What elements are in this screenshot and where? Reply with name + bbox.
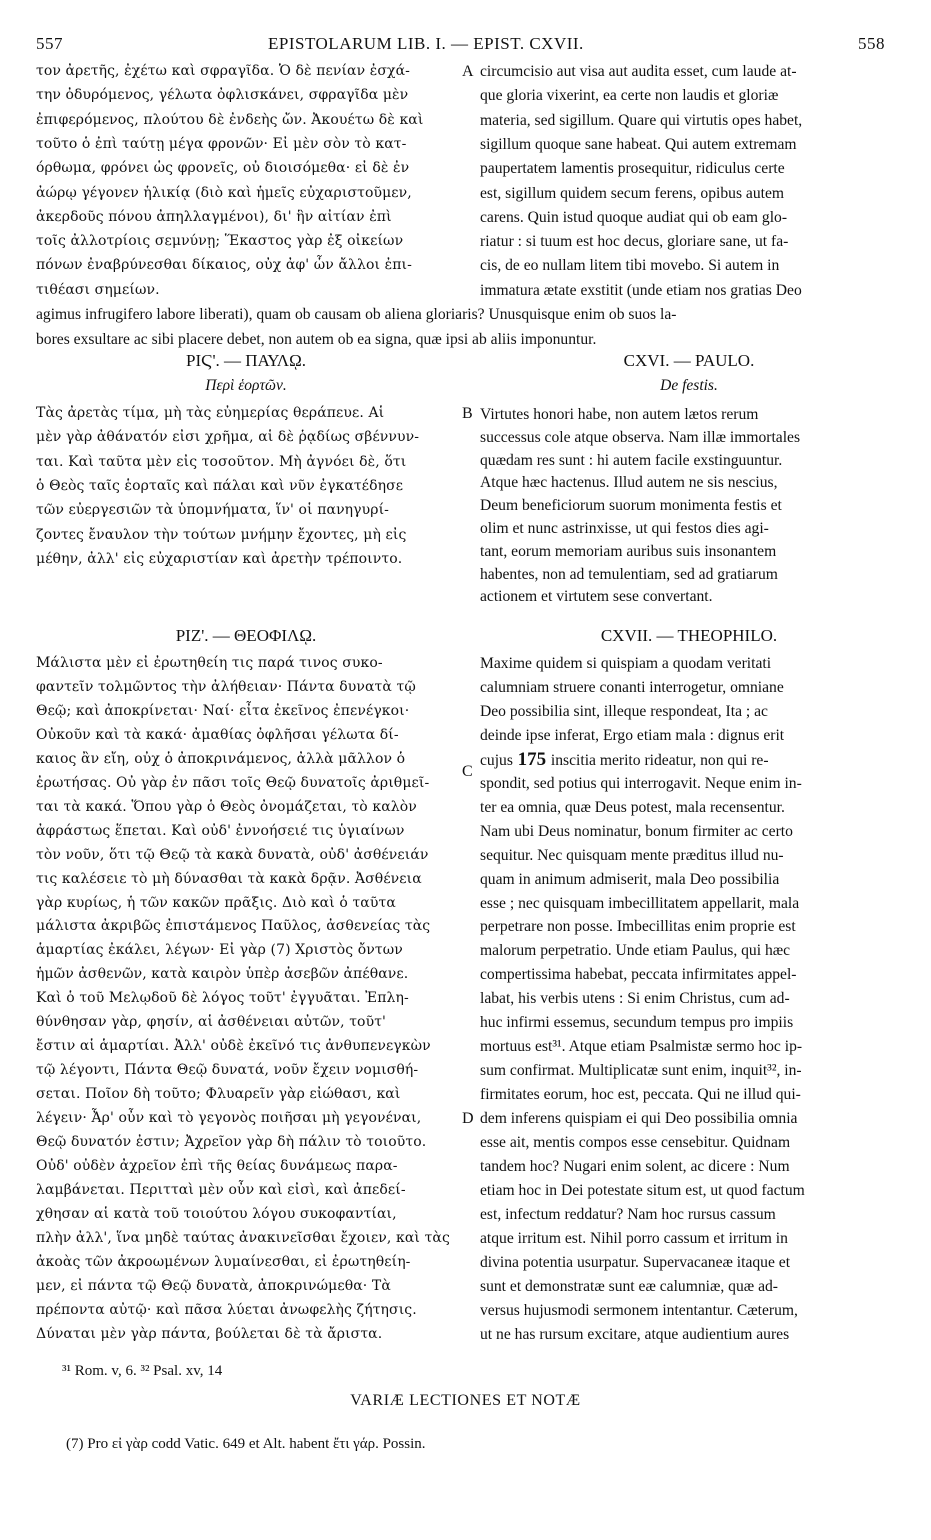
text-line: καιος ἂν εἴη, οὐχ ὁ ἀποκρινάμενος, ἀλλὰ μᾶλλον ὁ	[36, 750, 406, 767]
text-line: ἀώρῳ γέγονεν ἡλικίᾳ (διὸ καὶ ἡμεῖς εὐχαριστοῦμεν,	[36, 184, 412, 201]
text-line: carens. Quin istud quoque audiat qui ob eam glo-	[480, 208, 788, 226]
text-line: calumniam struere conanti interrogetur, omniane	[480, 678, 784, 696]
text-line: riatur : si tuum est hoc decus, gloriare sane, ut fa-	[480, 233, 789, 251]
footnotes: ³¹ Rom. v, 6. ³² Psal. xv, 14	[62, 1363, 223, 1379]
text-line: πρέποντα αὐτῷ· καὶ πᾶσα λύεται ἀνωφελὴς ζήτησις.	[36, 1301, 417, 1318]
text-line: μάλιστα ἀκριβῶς ἐπιστάμενος Παῦλος, ἀσθενείας τὰς	[36, 918, 431, 935]
text-line: Nam ubi Deus nominatur, bonum firmiter ac certo	[480, 822, 793, 840]
text-line: τον ἀρετῆς, ἐχέτω καὶ σφραγῖδα. Ὁ δὲ πενίαν ἐσχά-	[36, 63, 411, 79]
text-line: τὸν νοῦν, ὅτι τῷ Θεῷ τὰ κακὰ δυνατὰ, οὐδ' ἀσθένειάν	[36, 846, 429, 863]
text-line: dem inferens quispiam ei qui Deo possibilia omnia	[480, 1110, 798, 1128]
text-line: Μάλιστα μὲν εἰ ἐρωτηθείη τις παρά τινος συκο-	[36, 655, 383, 671]
ep116-greek-title: ΡΙϚ'. — ΠΑΥΛῼ.	[186, 351, 306, 370]
text-line: την ὀδυρόμενος, γέλωτα ὀφλισκάνει, σφραγῖδα μὲν	[36, 87, 409, 104]
text-line: τις καλέσειε τὸ μὴ δύνασθαι τὰ κακὰ δρᾷν. Ἀσθένεια	[36, 870, 422, 887]
text-line: Atque hæc hactenus. Illud autem ne sis nescius,	[480, 474, 778, 492]
text-line: λέγειν· Ἆρ' οὖν καὶ τὸ γεγονὸς ποιῆσαι μὴ γεγονέναι,	[36, 1110, 422, 1127]
text-line: que gloria vixerint, ea certe non laudis et gloriæ	[480, 87, 779, 105]
text-line: ζοντες ἔναυλον τὴν τούτων μνήμην ἔχοντες, μὴ εἰς	[36, 526, 407, 543]
text-line: ται τὰ κακά. Ὅπου γὰρ ὁ Θεὸς ὀνομάζεται, τὸ καλὸν	[36, 798, 417, 815]
text-line: compertissima habebat, peccata infirmitates appel-	[480, 966, 797, 984]
text-line: labat, his verbis utens : Si enim Christus, cum ad-	[480, 990, 790, 1008]
text-line: ται. Καὶ ταῦτα μὲν εἰς τοσοῦτον. Μὴ ἀγνόει δὲ, ὅτι	[36, 453, 407, 470]
text-line: Deum beneficiorum suorum monimenta festis et	[480, 497, 782, 515]
text-line: φαντεῖν τολμῶντος τὴν ἀλήθειαν· Πάντα δυνατὰ τῷ	[36, 678, 416, 695]
text-line: ἔστιν αἱ ἁμαρτίαι. Ἀλλ' οὐδὲ ἐκεῖνό τις ἀνθυπενεγκὼν	[36, 1038, 431, 1055]
text-line: πόνων ἐναβρύνεσθαι δίκαιος, οὐχ ἀφ' ὧν ἄλλοι ἐπι-	[36, 257, 412, 274]
text-line: quam in animum admiserit, mala Deo possibilia	[480, 870, 780, 888]
text-line: tandem hoc? Nugari enim solent, ac dicere : Num	[480, 1157, 790, 1175]
text-line: agimus infrugifero labore liberati), quam ob causam ob aliena gloriaris? Unusquisque enim ob suos la-	[36, 306, 677, 323]
text-line	[480, 750, 900, 770]
text-line: ut ne has rursum excitare, atque audientium aures	[480, 1325, 790, 1343]
text-line: olim et nunc astrinxisse, ut qui festos dies agi-	[480, 520, 769, 537]
ep117-greek-title: ΡΙΖ'. — ΘΕΟΦΙΛῼ.	[175, 626, 317, 645]
text-line: immatura ætate exstitit (unde etiam nos gratias Deo	[480, 281, 802, 299]
text-line: πλὴν ἀλλ', ἵνα μηδὲ ταύτας ἀνακινεῖσθαι ἔχοιεν, καὶ τὰς	[36, 1229, 450, 1246]
text-line: μέθην, ἀλλ' εἰς εὐχαριστίαν καὶ ἀρετὴν τρέποιντο.	[36, 550, 403, 567]
text-line: habentes, non ad temulentiam, sed ad gratiarum	[480, 565, 778, 583]
text-line: bores exsultare ac sibi placere debet, non autem ob ea signa, quæ ipsi ab aliis imponuntur.	[36, 330, 597, 348]
text-line: Maxime quidem si quispiam a quodam veritati	[480, 655, 772, 672]
text-line: ἀφράστως ἕπεται. Καὶ οὐδ' ἐννοήσειέ τις ὑγιαίνων	[36, 822, 405, 839]
text-line: actionem et virtutem sese convertant.	[480, 588, 713, 606]
text-line: τοῦτο ὁ ἐπὶ ταύτῃ μέγα φρονῶν· Εἰ μὲν σὸν τὸ κατ-	[36, 135, 407, 152]
text-line: sunt et demonstratæ sunt eæ calumniæ, quæ ad-	[480, 1277, 778, 1295]
text-line: όρθωμα, φρόνει ὡς φρονεῖς, οὐ διοισόμεθα· εἰ δὲ ἐν	[36, 160, 410, 177]
text-line: χθησαν αἱ κατὰ τοῦ τοιούτου λόγου συκοφαντίαι,	[36, 1205, 397, 1222]
text-line: est, infectum reddatur? Nam hoc rursus cassum	[480, 1205, 776, 1223]
margin-letter-b: B	[462, 405, 473, 422]
text-line: sequitur. Nec quisquam mente præditus illud nu-	[480, 846, 784, 864]
text-line: σεται. Ποῖον δὴ τοῦτο; Φλυαρεῖν γὰρ εἰώθασι, καὶ	[36, 1086, 401, 1103]
margin-letter-a: A	[462, 63, 474, 80]
text-line: circumcisio aut visa aut audita esset, cum laude at-	[480, 63, 797, 80]
text-line: tant, eorum memoriam auribus suis insonantem	[480, 542, 777, 560]
text-line: materia, sed sigillum. Quare qui virtutis opes habet,	[480, 111, 803, 129]
text-line: perpetrare non posse. Imbecillitas enim proprie est	[480, 918, 796, 936]
text-line: spondit, sed potius qui interrogavit. Neque enim in-	[480, 774, 802, 792]
text-fragment: cujus	[480, 751, 513, 769]
text-line: divina potentia usurpatur. Supervacaneæ itaque et	[480, 1253, 791, 1271]
text-line: quædam res sunt : hi autem facile exstinguuntur.	[480, 451, 783, 469]
ep116-greek-subtitle: Περὶ ἑορτῶν.	[205, 377, 287, 394]
ep117-latin-title: CXVII. — THEOPHILO.	[600, 626, 778, 645]
text-line: atque irritum est. Nihil porro cassum et irritum in	[480, 1229, 788, 1247]
text-line: γὰρ κυρίως, ἡ τῶν κακῶν πρᾶξις. Διὸ καὶ ὁ ταῦτα	[36, 894, 396, 911]
text-line: ter ea omnia, quæ Deus potest, mala recensentur.	[480, 798, 785, 816]
text-line: est, sigillum quidem secum ferens, opibus autem	[480, 184, 785, 202]
page-number-left: 557	[36, 34, 63, 53]
text-line: τοῖς ἀλλοτρίοις σεμνύνῃ; Ἕκαστος γὰρ ἐξ οἰκείων	[36, 233, 404, 250]
text-line: θύνθησαν γὰρ, φησίν, αἱ ἀσθένειαι αὐτῶν, τοῦτ'	[36, 1014, 386, 1031]
variae-title: VARIÆ LECTIONES ET NOTÆ	[350, 1392, 581, 1409]
text-line: ὁ Θεὸς ταῖς ἑορταῖς καὶ πάλαι καὶ νῦν ἐγκατέδησε	[36, 477, 404, 494]
text-line: ἀκοὰς τῶν ἀκροωμένων λυμαίνεσθαι, εἰ ἐρωτηθείη-	[36, 1253, 411, 1270]
text-line: sum confirmat. Multiplicatæ sunt enim, inquit³², in-	[480, 1062, 802, 1080]
text-line: λαμβάνεται. Περιτταὶ μὲν οὖν καὶ εἰσὶ, καὶ ἀπεδεί-	[36, 1181, 406, 1198]
margin-letter-d: D	[462, 1110, 474, 1127]
text-line: Οὐκοῦν καὶ τὰ κακά· ἀμαθίας ὀφλῆσαι γέλωτα δί-	[36, 726, 399, 743]
column-number: 175	[512, 748, 551, 770]
text-line: mortuus est³¹. Atque etiam Psalmistæ sermo hoc ip-	[480, 1038, 803, 1056]
text-line: τιθέασι σημείων.	[36, 281, 160, 298]
ep116-latin-subtitle: De festis.	[660, 377, 718, 394]
text-line: τῷ λέγοντι, Πάντα Θεῷ δυνατά, νοῦν ἔχειν νομισθή-	[36, 1062, 419, 1079]
text-line: deinde ipse inferat, Ergo etiam mala : dignus erit	[480, 726, 785, 744]
text-line: firmitates eorum, hoc est, peccata. Qui ne illud qui-	[480, 1086, 801, 1104]
page-number-right: 558	[858, 34, 885, 53]
text-line: huc infirmi essemus, secundum tempus pro impiis	[480, 1014, 794, 1032]
text-line: paupertatem lamentis prosequitur, ridiculus certe	[480, 160, 785, 178]
text-line: Τὰς ἀρετὰς τίμα, μὴ τὰς εὐημερίας θεράπευε. Αἱ	[36, 405, 385, 421]
text-line: malorum perpetratio. Unde etiam Paulus, qui hæc	[480, 942, 791, 960]
margin-letter-c: C	[462, 763, 473, 780]
text-line: Deo possibilia sint, illeque respondeat, Ita ; ac	[480, 702, 768, 720]
variae-note: (7) Pro εἰ γὰρ codd Vatic. 649 et Alt. habent ἔτι γάρ. Possin.	[66, 1436, 426, 1452]
text-line: etiam hoc in Dei potestate situm est, ut quod factum	[480, 1181, 805, 1199]
text-line: Virtutes honori habe, non autem lætos rerum	[480, 406, 759, 423]
text-line: ἐρωτήσας. Οὐ γὰρ ἐν πᾶσι τοῖς Θεῷ δυνατοῖς ἀριθμεῖ-	[36, 774, 430, 791]
text-line: sigillum quoque sane habeat. Qui autem extremam	[480, 135, 797, 153]
text-line: versus hujusmodi sermonem intentantur. Cæterum,	[480, 1301, 798, 1319]
text-line: Δύναται μὲν γὰρ πάντα, βούλεται δὲ τὰ ἄριστα.	[36, 1325, 383, 1342]
text-line: ἁμαρτίας ἐκάλει, λέγων· Εἰ γὰρ (7) Χριστὸς ὄντων	[36, 942, 403, 959]
text-line: Καὶ ὁ τοῦ Μελῳδοῦ δὲ λόγος τοῦτ' ἐγγυᾶται. Ἐπλη-	[36, 990, 409, 1007]
text-fragment: inscitia merito rideatur, non qui re-	[550, 751, 769, 769]
text-line: Θεῷ; καὶ ἀποκρίνεται· Ναί· εἶτα ἐκεῖνος ἐπενέγκοι·	[36, 702, 410, 719]
text-line: ἡμῶν ἀσθενῶν, κατὰ καιρὸν ὑπὲρ ἀσεβῶν ἀπέθανε.	[36, 966, 409, 983]
text-line: Θεῷ δυνατόν ἐστιν; Ἀχρεῖον γὰρ δὴ πάλιν τὸ τοιοῦτο.	[36, 1134, 427, 1150]
text-line: Οὐδ' οὐδὲν ἀχρεῖον ἐπὶ τῆς θείας δυνάμεως παρα-	[36, 1157, 398, 1174]
text-line: successus cole atque observa. Nam illæ immortales	[480, 428, 801, 446]
text-line: ἐπιφερόμενος, πλούτου δὲ ἐνδεὴς ὤν. Ἀκουέτω δὲ καὶ	[36, 111, 424, 128]
text-line: esse ; nec quisquam imbecillitatem appellarit, mala	[480, 894, 800, 912]
text-line: μὲν γὰρ ἀθάνατόν εἰσι χρῆμα, αἱ δὲ ῥᾳδίως σβέννυν-	[36, 429, 420, 446]
running-title: EPISTOLARUM LIB. I. — EPIST. CXVII.	[268, 34, 584, 53]
text-line: μεν, εἰ πάντα τῷ Θεῷ δυνατὰ, ἀποκρινώμεθα· Τὰ	[36, 1277, 391, 1294]
text-line: ἀκερδοῦς πόνου ἀπηλλαγμένοι), δι' ἣν αἰτίαν ἐπὶ	[36, 208, 392, 225]
text-line: τῶν εὐεργεσιῶν τὰ ὑπομνήματα, ἵν' οἱ πανηγυρί-	[36, 502, 389, 519]
text-line: esse ait, mentis compos esse censebitur. Quidnam	[480, 1134, 791, 1151]
text-line: cis, de eo nullam litem tibi movebo. Si autem in	[480, 257, 780, 275]
ep116-latin-title: CXVI. — PAULO.	[623, 351, 755, 370]
